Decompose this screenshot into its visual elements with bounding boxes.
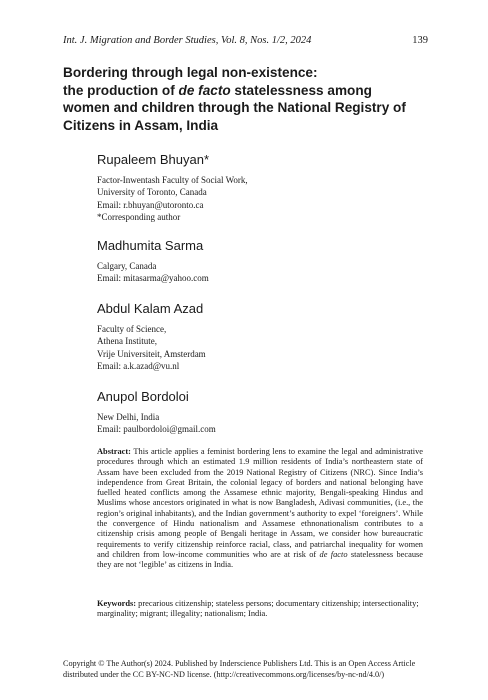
author-name: Rupaleem Bhuyan* <box>97 152 210 167</box>
abstract-label: Abstract: <box>97 447 131 456</box>
keywords <box>97 599 423 620</box>
author-affiliation: Faculty of Science, Athena Institute, Vrije Universiteit, Amsterdam Email: a.k.azad@vu.nl <box>97 323 427 373</box>
author-block-2 <box>97 238 427 285</box>
running-header <box>63 35 428 49</box>
author-affiliation: New Delhi, India Email: paulbordoloi@gmail.com <box>97 411 427 436</box>
abstract-text-end: statelessness because they are not ‘legible’ as citizens in India. <box>97 549 423 570</box>
title-line-4: Citizens in Assam, India <box>63 117 219 133</box>
title-line-1: Bordering through legal non-existence: <box>63 65 318 80</box>
author-name: Abdul Kalam Azad <box>97 301 204 316</box>
author-affiliation: Factor-Inwentash Faculty of Social Work, University of Toronto, Canada Email: r.bhuyan@utoronto.ca *Corresponding author <box>97 174 427 224</box>
copyright-footer <box>63 658 443 680</box>
journal-citation: Int. J. Migration and Border Studies, Vol. 8, Nos. 1/2, 2024 <box>63 35 312 46</box>
author-email: Email: paulbordoloi@gmail.com <box>97 424 216 435</box>
author-block-4 <box>97 389 427 436</box>
title-line-3: women and children through the National Registry of <box>63 100 406 115</box>
author-email: Email: r.bhuyan@utoronto.ca <box>97 199 204 210</box>
copyright-line: Copyright © The Author(s) 2024. Published by Inderscience Publishers Ltd. This is an Open Access Article <box>63 659 416 668</box>
author-affiliation: Calgary, Canada Email: mitasarma@yahoo.com <box>97 260 427 285</box>
keywords-text: precarious citizenship; stateless persons; documentary citizenship; intersectionality; marginality; migrant; illegality; nationalism; India. <box>97 599 419 619</box>
author-name: Madhumita Sarma <box>97 238 204 253</box>
title-italic: de facto <box>178 82 231 98</box>
abstract-text: This article applies a feminist bordering lens to examine the legal and administrative procedures through which an estimated 1.9 million residents of India’s northeastern state of Assam have been excluded from the 2019 National Registry of Citizens (NRC). Since India’s independence from Great Britain, the colonial legacy of borders and national belonging have fuelled heated conflicts among the Assamese ethnic majority, Bengali-speaking Hindus and Muslims whose ancestors originated in what is now Bangladesh, Adivasi communities, (i.e., the region’s original inhabitants), and the Indian government’s authority to expel ‘foreigners’. While the convergence of Hindu nationalism and Assamese ethnonationalism contributes to a citizenship crisis among people of Bengali heritage in Assam, we consider how bureaucratic requirements to verify citizenship reinforce racial, class, and patriarchal inequality for women and children from low-income communities who are at risk of <box>97 447 423 559</box>
title-line-2: the production of de facto statelessness among <box>63 82 372 98</box>
abstract-italic: de facto <box>319 549 348 559</box>
author-email: Email: mitasarma@yahoo.com <box>97 273 209 284</box>
author-name: Anupol Bordoloi <box>97 389 189 404</box>
author-block-1 <box>97 152 427 224</box>
page-number: 139 <box>412 35 428 46</box>
author-block-3 <box>97 301 427 373</box>
abstract <box>97 447 423 571</box>
license-line: distributed under the CC BY-NC-ND license. (http://creativecommons.org/licenses/by-nc-nd/4.0/) <box>63 670 385 679</box>
author-email: Email: a.k.azad@vu.nl <box>97 361 180 372</box>
article-title <box>63 64 433 134</box>
keywords-label: Keywords: <box>97 599 137 608</box>
